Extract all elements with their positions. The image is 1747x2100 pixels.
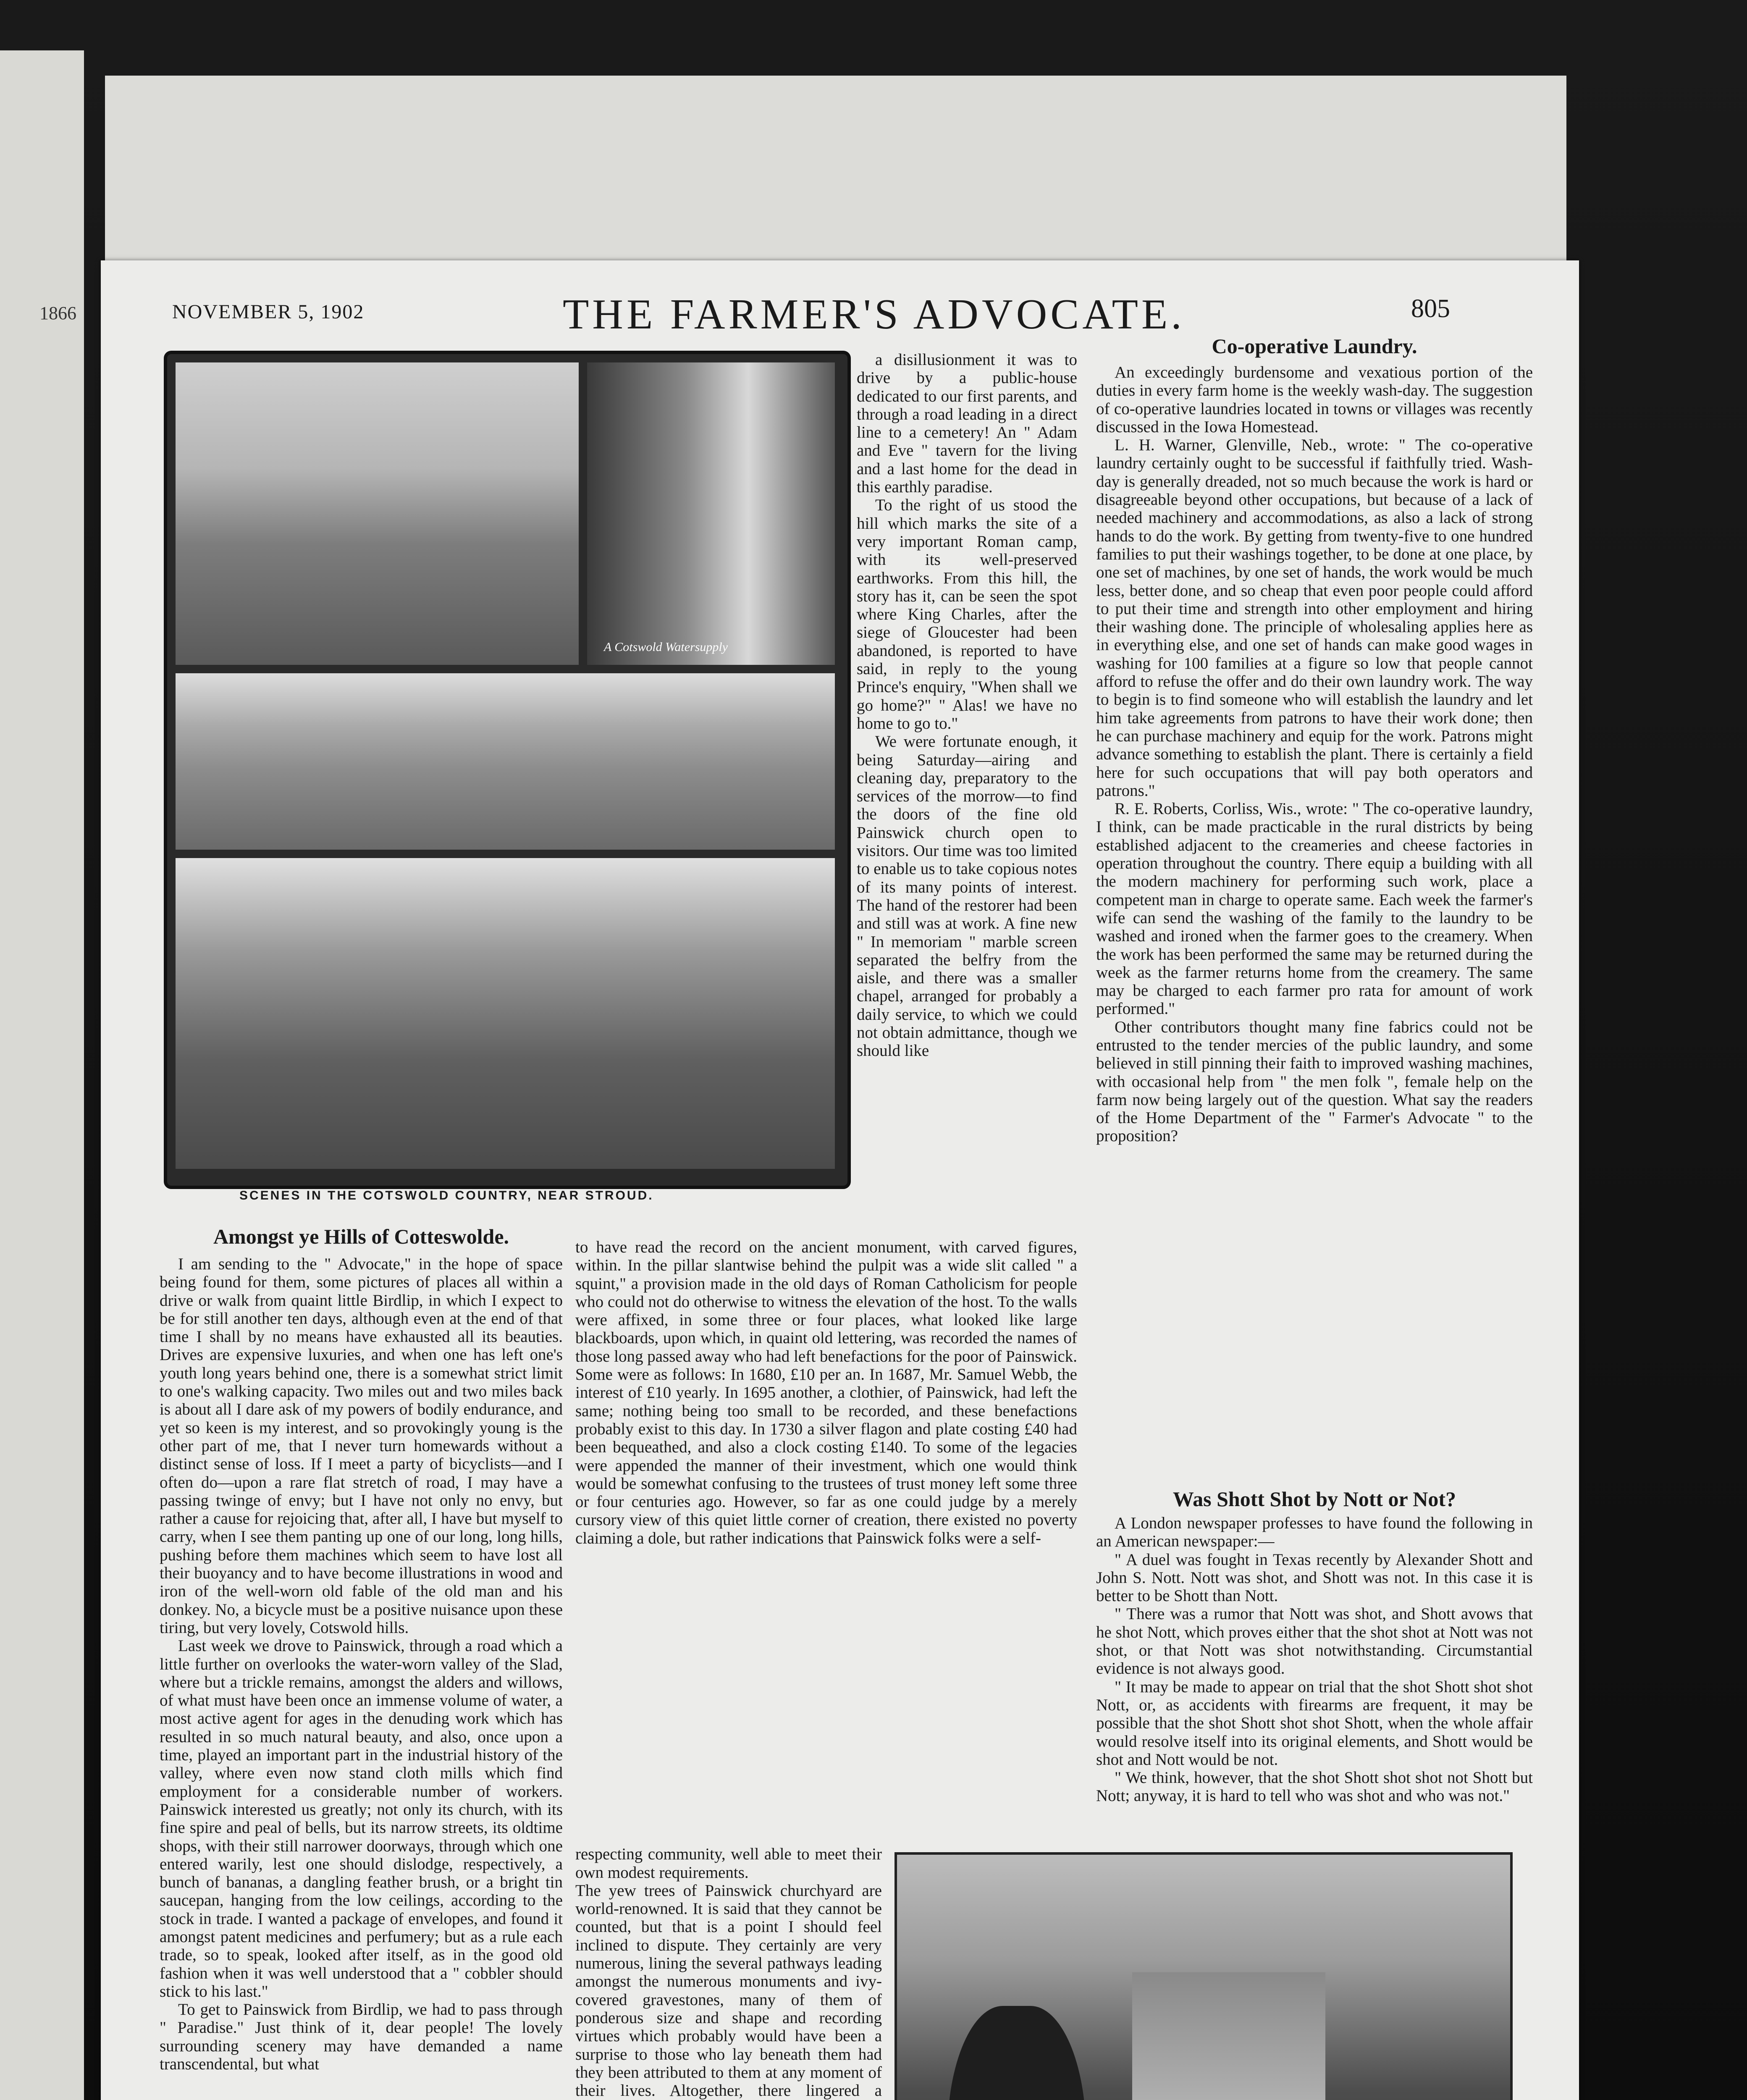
paragraph: " It may be made to appear on trial that the shot Shott shot shot Nott, or, as accidents with firearms are frequent, it may be possible that the shot Shott shot shot Shott, when the whole affair would resolve itself into its original elements, and Shott would be shot and Nott would be not.	[1096, 1677, 1533, 1769]
photo-waterworks	[587, 362, 835, 665]
paragraph: " A duel was fought in Texas recently by Alexander Shott and John S. Nott. Nott was shot, and Shott was not. In this case it is better to be Shott than Nott.	[1096, 1550, 1533, 1605]
paragraph: Last week we drove to Painswick, through a road which a little further on overlooks the water-worn valley of the Slad, where but a trickle remains, amongst the alders and willows, of what must have been once an immense volume of water, a most active agent for ages in the denuding work which has resulted in so much natural beauty, and also, once upon a time, played an important part in the industrial history of the valley, where even now stand cloth mills which find employment for a considerable number of workers. Painswick interested us greatly; not only its church, with its fine spire and peal of bells, but its narrow streets, its oldtime shops, with their still narrower doorways, through which one entered warily, lest one should dislodge, respectively, a bunch of bananas, a dangling feather brush, or a bright tin saucepan, hanging from the low ceilings, according to the stock in trade. I wanted a package of envelopes, and found it amongst patent medicines and perfumery; but as a rule each trade, so to speak, looked after itself, as in the good old fashion when it was well understood that a " cobbler should stick to his last."	[160, 1637, 563, 2000]
newspaper-page	[101, 260, 1579, 2100]
painswick-photo	[894, 1852, 1513, 2100]
adjacent-page-year: 1866	[39, 303, 76, 323]
article-laundry-body	[1096, 363, 1533, 1480]
paragraph: R. E. Roberts, Corliss, Wis., wrote: " The co-operative laundry, I think, can be made practicable in the rural districts by being established adjacent to the creameries and cheese factories in operation throughout the country. There equip a building with all the modern machinery for performing such work, place a competent man in charge to operate same. Each week the farmer's wife can send the washing of the family to the laundry to be washed and ironed when the farmer goes to the creamery. When the work has been performed the same may be returned during the week as the farmer returns home from the creamery. The same may be charged to each farmer pro rata for amount of work performed."	[1096, 800, 1533, 1018]
paragraph: " There was a rumor that Nott was shot, and Shott avows that he shot Nott, which proves either that the shot shot at Nott was not shot, or that Nott was shot notwithstanding. Circumstantial evidence is not always good.	[1096, 1605, 1533, 1678]
cotswold-photo-collage	[164, 351, 851, 1189]
middle-column-top	[857, 351, 1077, 1237]
paragraph: respecting community, well able to meet their own modest requirements. The yew trees of Painswick churchyard are world-renowned. It is said that they cannot be counted, but that is a point I should feel inclined to dispute. They certainly are very numerous, lining the several pathways leading amongst the numerous monuments and ivy-covered gravestones, many of them of ponderous size and shape and recording virtues which probably would have been a surprise to those who lay beneath them had they been attributed to them at any moment of their lives. Altogether, there lingered a	[575, 1845, 882, 2100]
page-number: 805	[1411, 294, 1450, 323]
article-laundry-title: Co-operative Laundry.	[1212, 334, 1417, 358]
adjacent-page-fragment	[0, 50, 84, 2100]
article-cotteswolde-title: Amongst ye Hills of Cotteswolde.	[213, 1225, 509, 1248]
paragraph: to have read the record on the ancient monument, with carved figures, within. In the pillar slantwise behind the pulpit was a wide slit called " a squint," a provision made in the old days of Roman Catholicism for people who could not do otherwise to witness the elevation of the host. To the walls were affixed, in some three or four places, what looked like large blackboards, upon which, in quaint old lettering, was recorded the names of those long passed away who had left benefactions for the poor of Painswick. Some were as follows: In 1680, £10 per an. In 1687, Mr. Samuel Webb, the interest of £10 yearly. In 1695 another, a clothier, of Painswick, had left the same; nothing being too small to be recorded, and these benefactions probably exist to this day. In 1730 a silver flagon and plate costing £40 had been bequeathed, and also a clock costing £140. To some of the legacies were appended the manner of their investment, which one would think would be somewhat confusing to the trustees of trust money left some three or four centuries ago. However, so far as one could judge by a merely cursory view of this quiet little corner of creation, there existed no poverty claiming a dole, but rather indications that Painswick folks were a self-	[575, 1238, 1077, 1547]
photo-valley-view	[176, 858, 835, 1169]
photo-buildings	[1132, 1972, 1325, 2100]
article-shott-title: Was Shott Shot by Nott or Not?	[1173, 1487, 1456, 1511]
article-cotteswolde-body	[160, 1255, 563, 2100]
paragraph: To get to Painswick from Birdlip, we had to pass through " Paradise." Just think of it, dear people! The lovely surrounding scenery may have demanded a name transcendental, but what	[160, 2000, 563, 2074]
photo-sheep-grazing	[176, 673, 835, 850]
issue-date: NOVEMBER 5, 1902	[172, 301, 365, 323]
paragraph: To the right of us stood the hill which marks the site of a very important Roman camp, with its well-preserved earthworks. From this hill, the story has it, can be seen the spot where King Charles, after the siege of Gloucester had been abandoned, is reported to have said, in reply to the young Prince's enquiry, "When shall we go home?" " Alas! we have no home to go to."	[857, 496, 1077, 732]
paragraph: An exceedingly burdensome and vexatious portion of the duties in every farm home is the weekly wash-day. The suggestion of co-operative laundries located in towns or villages was recently discussed in the Iowa Homestead.	[1096, 363, 1533, 436]
paragraph: A London newspaper professes to have found the following in an American newspaper:—	[1096, 1514, 1533, 1551]
paragraph: Other contributors thought many fine fabrics could not be entrusted to the tender mercies of the public laundry, and some believed in still pinning their faith to improved washing machines, with occasional help from " the men folk ", female help on the farm now being largely out of the question. What say the readers of the Home Department of the " Farmer's Advocate " to the proposition?	[1096, 1018, 1533, 1145]
masthead-title: THE FARMER'S ADVOCATE.	[563, 291, 1185, 338]
paragraph: L. H. Warner, Glenville, Neb., wrote: " The co-operative laundry certainly ought to be successful if faithfully tried. Wash-day is generally dreaded, not so much because the work is hard or disagreeable beyond other occupations, but because of a lack of needed machinery and accommodations, as also a lack of strong hands to do the work. By getting from twenty-five to one hundred families to put their washings together, to be done at one place, by one set of machines, by one set of hands, the work would be much less, better done, and so cheap that even poor people could afford to put their time and strength into other employment and hiring their washing done. The principle of wholesaling applies here as in everything else, and one set of hands can make good wages in washing for 100 families at a figure so low that people cannot afford to refuse the offer and do their own laundry work. The way to begin is to find someone who will establish the laundry and let him take agreements from patrons to have their work done; then he can purchase machinery and equip for the work. Patrons might advance something to establish the plant. There is certainly a field here for such occupations that will pay both operators and patrons."	[1096, 436, 1533, 800]
scan-margin-block	[105, 76, 1566, 269]
paragraph: " We think, however, that the shot Shott shot shot not Shott but Nott; anyway, it is hard to tell who was shot and who was not."	[1096, 1769, 1533, 1805]
paragraph: a disillusionment it was to drive by a public-house dedicated to our first parents, and through a road leading in a direct line to a cemetery! An " Adam and Eve " tavern for the living and a last home for the dead in this earthly paradise.	[857, 351, 1077, 496]
middle-column-wide	[575, 1238, 1077, 1826]
article-shott-body	[1096, 1514, 1533, 1850]
paragraph: We were fortunate enough, it being Saturday—airing and cleaning day, preparatory to the services of the morrow—to find the doors of the fine old Painswick church open to visitors. Our time was too limited to enable us to take copious notes of its many points of interest. The hand of the restorer had been and still was at work. A fine new " In memoriam " marble screen separated the belfry from the aisle, and there was a smaller chapel, arranged for probably a daily service, to which we could not obtain admittance, though we should like	[857, 732, 1077, 1060]
photo-sheep-field	[176, 362, 579, 665]
photo-yew-trees	[947, 2006, 1086, 2100]
paragraph: I am sending to the " Advocate," in the hope of space being found for them, some pictures of places all within a drive or walk from quaint little Birdlip, in which I expect to be for still another ten days, although even at the end of that time I shall by no means have exhausted all its beauties. Drives are expensive luxuries, and when one has left one's youth long years behind one, there is a somewhat strict limit to one's walking capacity. Two miles out and two miles back is about all I dare ask of my powers of bodily endurance, and yet so keen is my interest, and so provokingly young is the other part of me, that I never turn homewards without a distinct sense of loss. If I meet a party of bicyclists—and I often do—upon a rare flat stretch of road, I may have a passing twinge of envy; but I have not only no envy, but rather a cause for rejoicing that, after all, I have but myself to carry, when I see them panting up one of our long, long hills, pushing before them machines which seem to have lost all their buoyancy and to have become illustrations in wood and iron of the well-worn old fable of the old man and his donkey. No, a bicycle must be a positive nuisance upon these tiring, but very lovely, Cotswold hills.	[160, 1255, 563, 1637]
photo-inset-label: A Cotswold Watersupply	[604, 640, 728, 654]
collage-caption: SCENES IN THE COTSWOLD COUNTRY, NEAR STROUD.	[239, 1189, 654, 1202]
middle-column-bottom	[575, 1827, 882, 2100]
